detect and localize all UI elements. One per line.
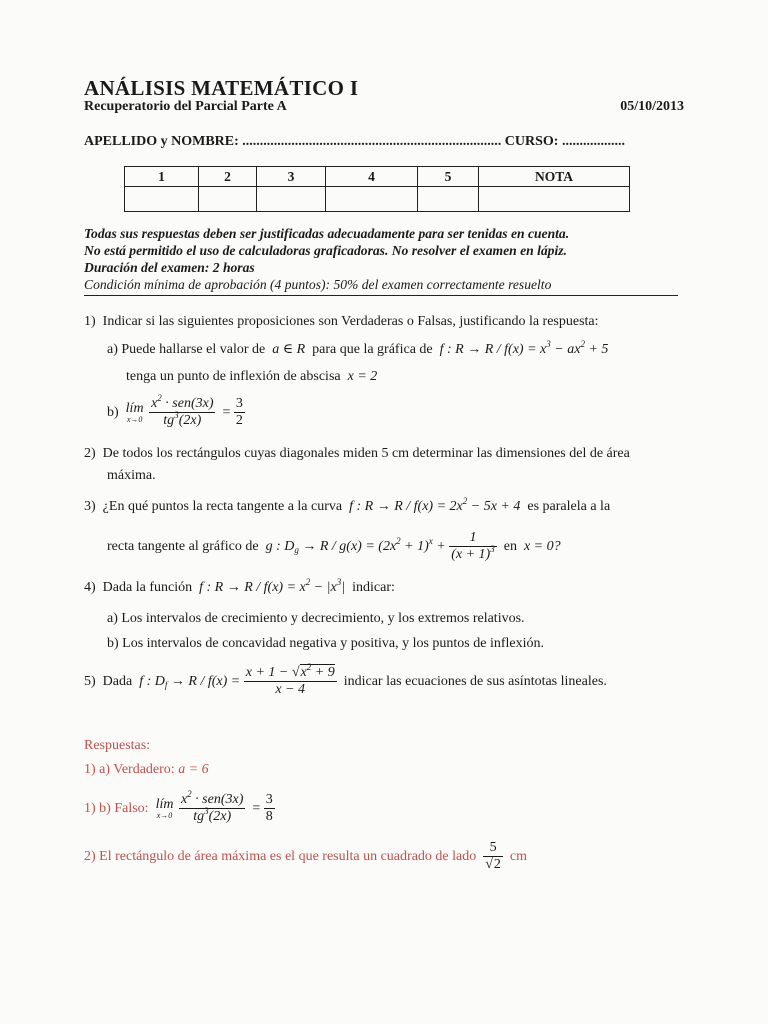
grade-header-3: 3 — [257, 167, 326, 187]
question-4a: a) Los intervalos de crecimiento y decrecimiento, y los extremos relativos. — [107, 611, 525, 626]
formula-a-in-r: a ∈ R — [268, 342, 309, 357]
score-cell-nota[interactable] — [479, 187, 630, 212]
answer-limit-fraction: $\frac{x^2 \cdot sen(3x)}{tg^3(2x)}$ — [180, 789, 244, 825]
instruction-calculators: No está permitido el uso de calculadoras graficadoras. No resolver el examen en lápiz. — [84, 243, 567, 258]
grade-header-2: 2 — [199, 167, 257, 187]
score-cell-3[interactable] — [257, 187, 326, 212]
grade-header-5: 5 — [418, 167, 479, 187]
formula-asymptote-fraction: $\frac{x + 1 - √x^2 + 9}{x - 4}$ — [245, 662, 335, 698]
question-1-text: Indicar si las siguientes proposiciones son Verdaderas o Falsas, justificando la respuesta: — [102, 314, 599, 329]
grade-table-header-row — [125, 167, 630, 187]
grade-header-nota: NOTA — [479, 167, 630, 187]
question-1-number: 1) — [84, 314, 96, 329]
name-label: APELLIDO y NOMBRE: — [84, 134, 239, 149]
grade-table-score-row — [125, 187, 630, 212]
answer-1a-value: a = 6 — [178, 762, 209, 777]
answers-heading: Respuestas: — [84, 738, 151, 753]
score-cell-1[interactable] — [125, 187, 199, 212]
header-divider — [84, 295, 678, 296]
formula-x-equals-0: x = 0? — [520, 538, 561, 554]
question-2: 2) De todos los rectángulos cuyas diagonales miden 5 cm determinar las dimensiones del de área — [84, 446, 630, 461]
formula-f-cubic: f : $R \to R / f(x) = x^3 - ax^2 + 5$ — [436, 339, 609, 357]
formula-g-function: g : $D_g \to R / g(x) = (2x^2 + 1)^x$ + — [262, 535, 450, 555]
question-4: 4) Dada la función f : $R \to R / f(x) = x^2 - |x^3|$ indicar: — [84, 577, 395, 595]
answer-three-eighths: $\frac{3}{8}$ — [265, 792, 273, 825]
instruction-duration: Duración del examen: 2 horas — [84, 260, 255, 275]
limit-symbol: lím x→0 — [125, 400, 144, 424]
instruction-justify: Todas sus respuestas deben ser justificadas adecuadamente para ser tenidas en cuenta. — [84, 226, 570, 241]
grade-header-1: 1 — [125, 167, 199, 187]
name-field[interactable]: .......................................................................... — [242, 134, 502, 149]
question-3: 3) ¿En qué puntos la recta tangente a la curva f : $R \to R / f(x) = 2x^2 - 5x + 4$ es paralela a la — [84, 496, 611, 514]
course-field[interactable]: .................. — [561, 134, 625, 149]
answer-1a: 1) a) Verdadero: a = 6 — [84, 762, 209, 777]
answer-limit-symbol: lím x→0 — [155, 796, 174, 820]
question-1 — [84, 314, 599, 330]
answer-2: 2) El rectángulo de área máxima es el que resulta un cuadrado de lado $\frac{5}{√2}$ cm — [84, 840, 528, 873]
question-1a-cont: tenga un punto de inflexión de abscisa x = 2 — [126, 369, 378, 384]
formula-f-quadratic: f : $R \to R / f(x) = 2x^2 - 5x + 4$ — [345, 496, 524, 514]
question-4b: b) Los intervalos de concavidad negativa y positiva, y los puntos de inflexión. — [107, 636, 545, 651]
grade-header-4: 4 — [326, 167, 418, 187]
question-5: 5) Dada f : $D_f \to R / f(x)$ = $\frac{x + 1 - √x^2 + 9}{x - 4}$ indicar las ecuaciones de sus asíntotas lineales. — [84, 662, 607, 698]
answer-1b: 1) b) Falso: lím x→0 $\frac{x^2 \cdot sen(3x)}{tg^3(2x)}$ = $\frac{3}{8}$ — [84, 789, 273, 825]
formula-limit-fraction: $\frac{x^2 \cdot sen(3x)}{tg^3(2x)}$ — [151, 393, 214, 429]
exam-subtitle: Recuperatorio del Parcial Parte A — [84, 99, 287, 114]
question-2-cont: máxima. — [107, 468, 156, 483]
grade-table — [124, 166, 630, 212]
score-cell-5[interactable] — [418, 187, 479, 212]
formula-f-abs: f : $R \to R / f(x) = x^2 - |x^3|$ — [195, 577, 349, 595]
student-info-line — [84, 134, 625, 150]
question-1a: a) Puede hallarse el valor de a ∈ R para que la gráfica de f : $R \to R / f(x) = x^3 - ax^2 + 5$ — [107, 339, 609, 357]
score-cell-4[interactable] — [326, 187, 418, 212]
instruction-passing: Condición mínima de aprobación (4 puntos): 50% del examen correctamente resuelto — [84, 277, 552, 292]
question-3-cont: recta tangente al gráfico de g : $D_g \to R / g(x) = (2x^2 + 1)^x$ + $\frac{1}{(x + 1)^3}$ en x = 0? — [107, 530, 561, 563]
formula-three-halves: $\frac{3}{2}$ — [235, 396, 243, 429]
formula-g-fraction: $\frac{1}{(x + 1)^3}$ — [451, 530, 495, 563]
answer-2-side-fraction: $\frac{5}{√2}$ — [485, 840, 501, 873]
exam-date: 05/10/2013 — [620, 99, 684, 114]
question-1b: b) lím x→0 $\frac{x^2 \cdot sen(3x)}{tg^3(2x)}$ = $\frac{3}{2}$ — [107, 393, 243, 429]
score-cell-2[interactable] — [199, 187, 257, 212]
exam-title: ANÁLISIS MATEMÁTICO I — [84, 76, 359, 100]
formula-f-domain: f : $D_f \to R / f(x)$ = — [135, 673, 244, 690]
formula-x-equals-2: x = 2 — [344, 369, 378, 384]
course-label: CURSO: — [504, 134, 559, 149]
